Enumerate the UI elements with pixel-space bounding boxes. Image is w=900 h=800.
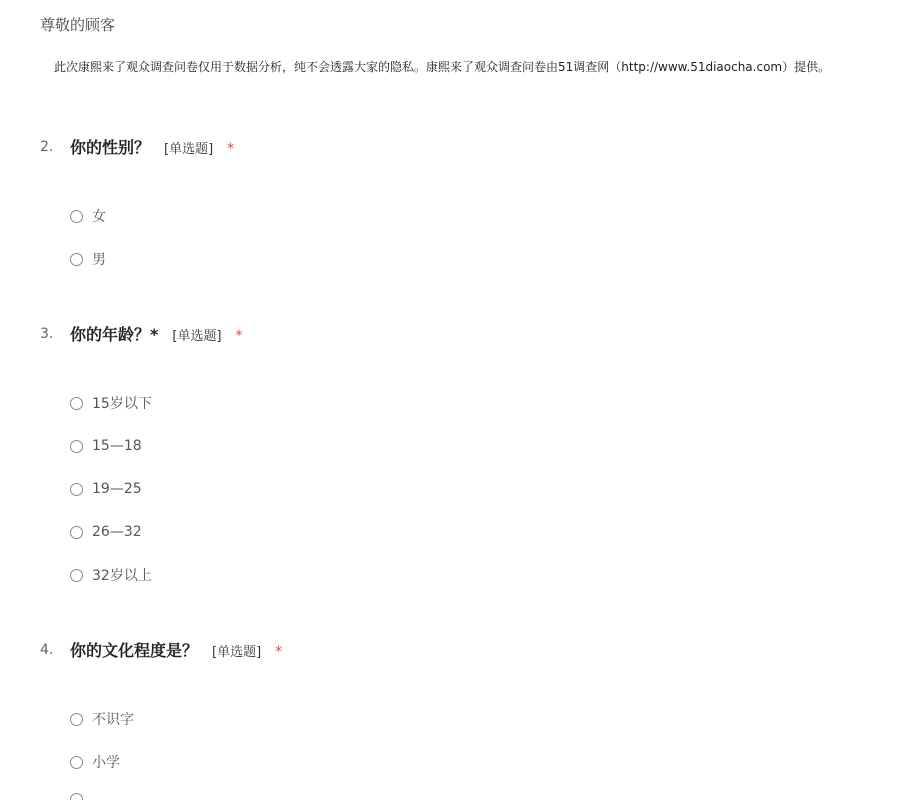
option-age-under-15[interactable]	[70, 393, 152, 413]
question-header	[40, 638, 860, 662]
required-mark: *	[227, 141, 235, 157]
question-header	[40, 322, 860, 346]
question-title-text: 你的性别？	[70, 138, 151, 157]
option-age-over-32[interactable]	[70, 565, 152, 585]
radio-button[interactable]	[70, 210, 83, 223]
required-mark: *	[275, 644, 283, 660]
option-female[interactable]	[70, 206, 106, 226]
question-type-label: [单选题]	[212, 645, 262, 660]
question-type-label: [单选题]	[164, 142, 214, 157]
radio-button[interactable]	[70, 756, 83, 769]
option-label: 32岁以上	[92, 568, 152, 584]
question-title	[70, 638, 282, 661]
option-label: 15—18	[92, 438, 142, 454]
option-label: 男	[92, 252, 106, 268]
question-number: 4.	[40, 642, 54, 658]
option-label: 15岁以下	[92, 396, 152, 412]
question-type-label: [单选题]	[172, 329, 222, 344]
question-title	[70, 322, 243, 345]
intro-text: 此次康熙来了观众调查问卷仅用于数据分析，纯不会透露大家的隐私。康熙来了观众调查问卷由51调查网（http://www.51diaocha.com）提供。	[54, 60, 831, 74]
required-mark: *	[235, 328, 243, 344]
option-partially-visible[interactable]	[70, 793, 92, 800]
question-age	[40, 322, 860, 346]
option-age-26-32[interactable]	[70, 522, 142, 542]
radio-button[interactable]	[70, 483, 83, 496]
greeting-heading: 尊敬的顾客	[40, 16, 116, 34]
question-gender	[40, 135, 860, 159]
question-education	[40, 638, 860, 662]
radio-button[interactable]	[70, 713, 83, 726]
option-label: 19—25	[92, 481, 142, 497]
option-age-15-18[interactable]	[70, 436, 142, 456]
option-primary-school[interactable]	[70, 752, 120, 772]
radio-button[interactable]	[70, 397, 83, 410]
option-label: 女	[92, 209, 106, 225]
option-illiterate[interactable]	[70, 709, 134, 729]
radio-button[interactable]	[70, 526, 83, 539]
question-number: 2.	[40, 139, 54, 155]
radio-button[interactable]	[70, 440, 83, 453]
radio-button[interactable]	[70, 793, 83, 800]
option-label: 小学	[92, 755, 120, 771]
question-title-text: 你的文化程度是？	[70, 641, 199, 660]
option-label: 26—32	[92, 524, 142, 540]
option-male[interactable]	[70, 249, 106, 269]
radio-button[interactable]	[70, 569, 83, 582]
question-title-text: 你的年龄？*	[70, 325, 159, 344]
radio-button[interactable]	[70, 253, 83, 266]
question-header	[40, 135, 860, 159]
question-title	[70, 135, 234, 158]
option-age-19-25[interactable]	[70, 479, 142, 499]
option-label: 不识字	[92, 712, 134, 728]
question-number: 3.	[40, 326, 54, 342]
